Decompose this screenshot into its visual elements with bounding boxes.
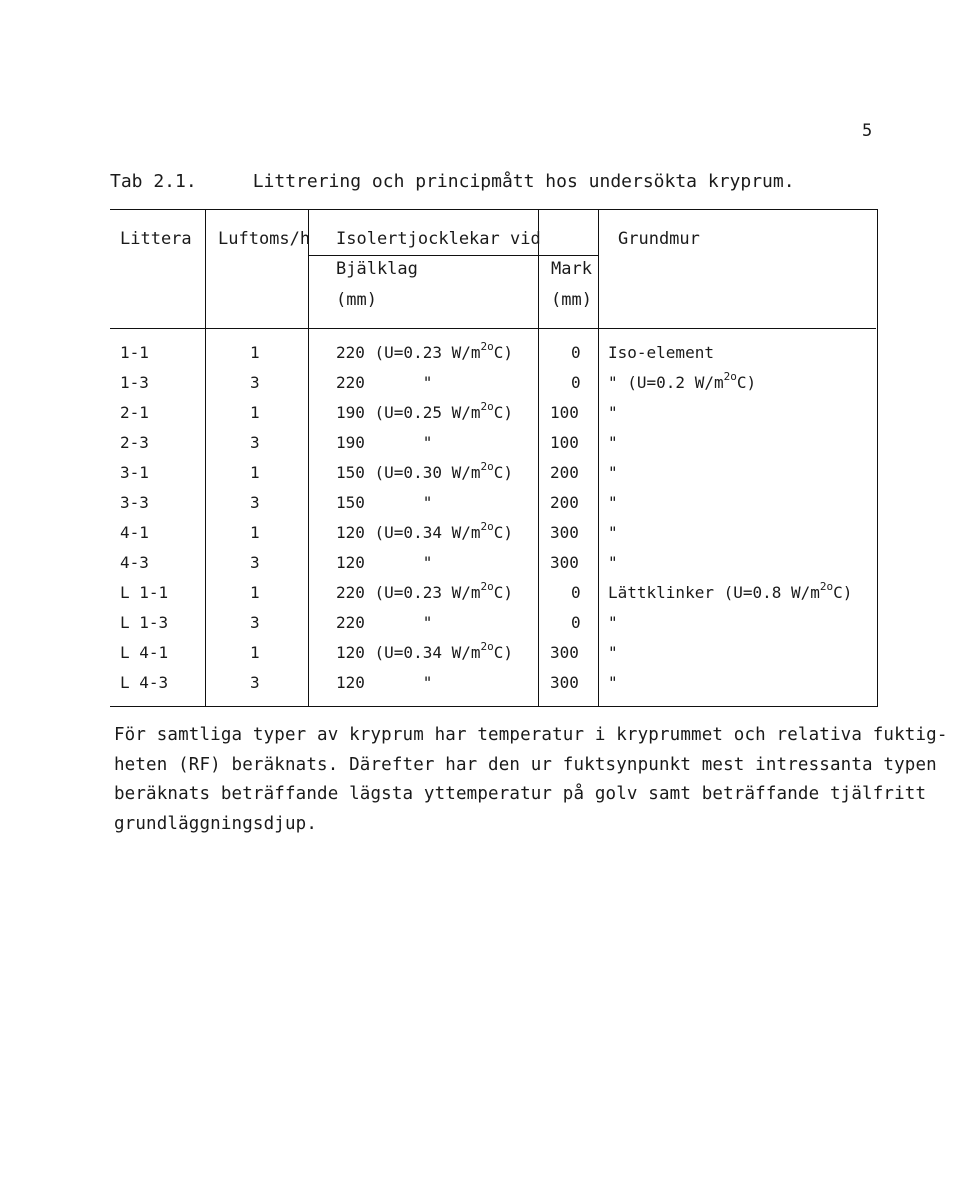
- cell-grundmur: ": [608, 433, 618, 452]
- header-grundmur: Grundmur: [618, 229, 700, 249]
- cell-littera: 2-1: [120, 403, 149, 422]
- cell-grundmur: ": [608, 403, 618, 422]
- cell-mark: 0: [571, 613, 581, 632]
- cell-grundmur: ": [608, 643, 618, 662]
- cell-littera: L 1-1: [120, 583, 169, 602]
- cell-mark: 300: [550, 643, 579, 662]
- cell-mark: 100: [550, 403, 579, 422]
- cell-luftoms: 3: [250, 613, 260, 632]
- cell-mark: 0: [571, 583, 581, 602]
- column-divider: [308, 210, 309, 706]
- cell-luftoms: 3: [250, 673, 260, 692]
- column-divider: [598, 210, 599, 706]
- cell-bjalklag: 220 ": [336, 613, 433, 632]
- cell-mark: 200: [550, 493, 579, 512]
- cell-littera: 3-1: [120, 463, 149, 482]
- cell-mark: 300: [550, 523, 579, 542]
- cell-littera: L 4-3: [120, 673, 169, 692]
- cell-littera: 4-1: [120, 523, 149, 542]
- cell-grundmur: Iso-element: [608, 343, 714, 362]
- table-caption: [110, 171, 795, 192]
- cell-grundmur: ": [608, 523, 618, 542]
- cell-luftoms: 1: [250, 643, 260, 662]
- header-bjalklag-unit: (mm): [336, 290, 377, 310]
- cell-luftoms: 1: [250, 523, 260, 542]
- cell-littera: 1-1: [120, 343, 149, 362]
- caption-label: Tab 2.1.: [110, 171, 197, 192]
- cell-bjalklag: 150 (U=0.30 $W/m^{2o}C$): [336, 459, 514, 482]
- paragraph-line: beräknats beträffande lägsta yttemperatur på golv samt beträffande tjälfritt: [114, 784, 927, 804]
- cell-bjalklag: 120 ": [336, 673, 433, 692]
- cell-bjalklag: 220 ": [336, 373, 433, 392]
- cell-bjalklag: 120 ": [336, 553, 433, 572]
- cell-luftoms: 3: [250, 553, 260, 572]
- cell-luftoms: 1: [250, 343, 260, 362]
- cell-grundmur: ": [608, 553, 618, 572]
- header-mark: Mark: [551, 259, 592, 279]
- cell-mark: 0: [571, 373, 581, 392]
- header-underline: [308, 255, 599, 256]
- cell-grundmur: ": [608, 463, 618, 482]
- cell-littera: L 4-1: [120, 643, 169, 662]
- header-luftoms: Luftoms/h: [218, 229, 311, 249]
- header-mark-unit: (mm): [551, 290, 592, 310]
- cell-bjalklag: 120 (U=0.34 $W/m^{2o}C$): [336, 519, 514, 542]
- cell-grundmur: Lättklinker (U=0.8 $W/m^{2o}C$): [608, 579, 853, 602]
- cell-bjalklag: 220 (U=0.23 $W/m^{2o}C$): [336, 339, 514, 362]
- cell-mark: 200: [550, 463, 579, 482]
- header-isolertjocklekar: Isolertjocklekar vid: [336, 229, 541, 249]
- cell-bjalklag: 190 ": [336, 433, 433, 452]
- cell-luftoms: 3: [250, 433, 260, 452]
- cell-mark: 100: [550, 433, 579, 452]
- cell-mark: 0: [571, 343, 581, 362]
- caption-title: Littrering och principmått hos undersökta kryprum.: [252, 171, 795, 192]
- column-divider: [538, 210, 539, 706]
- cell-grundmur: ": [608, 673, 618, 692]
- cell-bjalklag: 150 ": [336, 493, 433, 512]
- header-bjalklag: Bjälklag: [336, 259, 418, 279]
- page-number: 5: [862, 121, 873, 141]
- cell-luftoms: 1: [250, 403, 260, 422]
- paragraph-line: grundläggningsdjup.: [114, 813, 318, 834]
- column-divider: [205, 210, 206, 706]
- cell-bjalklag: 220 (U=0.23 $W/m^{2o}C$): [336, 579, 514, 602]
- cell-luftoms: 1: [250, 583, 260, 602]
- cell-littera: L 1-3: [120, 613, 169, 632]
- cell-littera: 1-3: [120, 373, 149, 392]
- cell-luftoms: 3: [250, 373, 260, 392]
- paragraph-line: För samtliga typer av kryprum har temperatur i kryprummet och relativa fuktig-: [114, 725, 948, 745]
- cell-mark: 300: [550, 673, 579, 692]
- cell-luftoms: 3: [250, 493, 260, 512]
- table-2-1: [110, 209, 878, 707]
- body-paragraph: [114, 721, 948, 839]
- cell-bjalklag: 190 (U=0.25 $W/m^{2o}C$): [336, 399, 514, 422]
- cell-grundmur: " (U=0.2 $W/m^{2o}C$): [608, 369, 757, 392]
- cell-littera: 4-3: [120, 553, 149, 572]
- paragraph-line: heten (RF) beräknats. Därefter har den ur fuktsynpunkt mest intressanta typen: [114, 754, 937, 775]
- header-littera: Littera: [120, 229, 192, 249]
- cell-bjalklag: 120 (U=0.34 $W/m^{2o}C$): [336, 639, 514, 662]
- cell-littera: 3-3: [120, 493, 149, 512]
- cell-littera: 2-3: [120, 433, 149, 452]
- cell-grundmur: ": [608, 493, 618, 512]
- header-separator: [110, 328, 876, 329]
- cell-mark: 300: [550, 553, 579, 572]
- cell-grundmur: ": [608, 613, 618, 632]
- cell-luftoms: 1: [250, 463, 260, 482]
